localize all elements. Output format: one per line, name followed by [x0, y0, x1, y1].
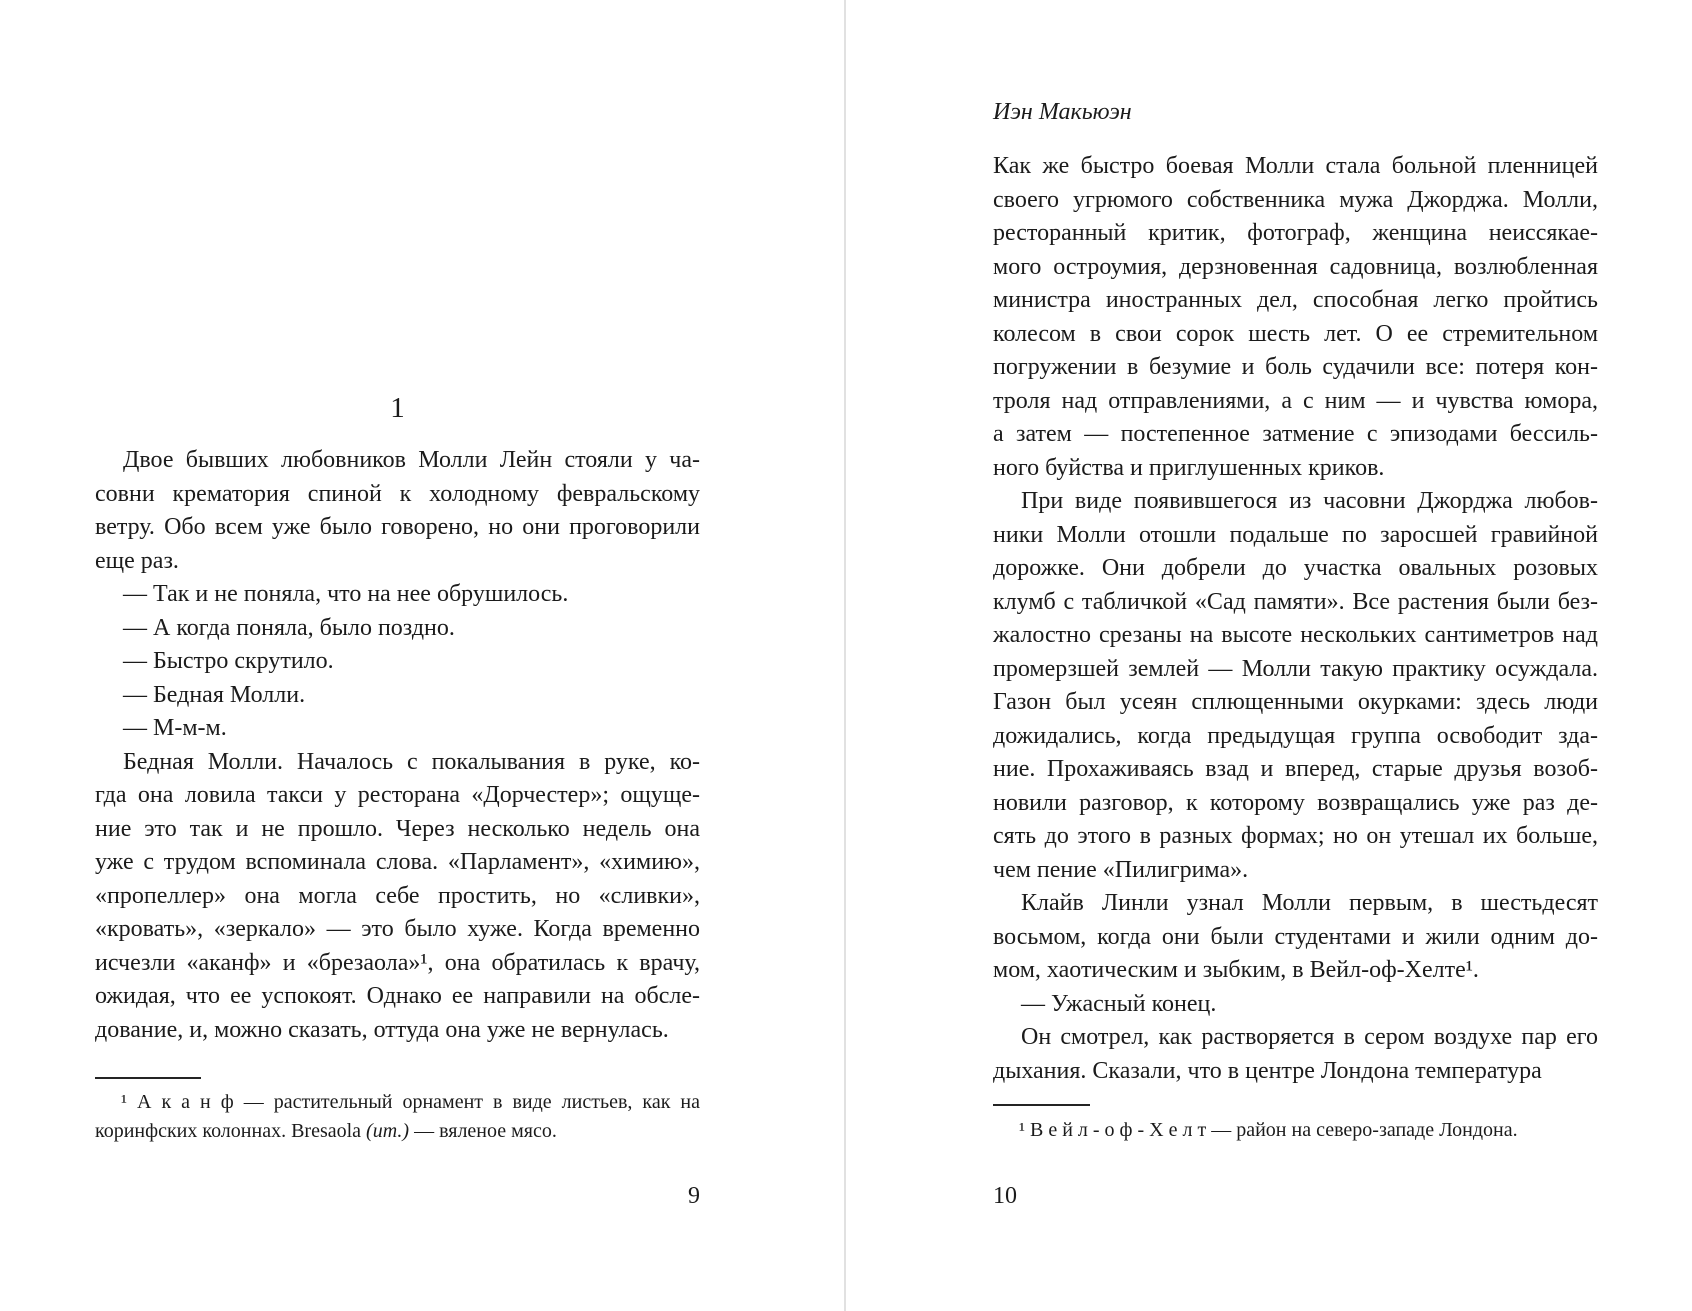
text-line: совни крематория спиной к холодному февральскому [95, 480, 700, 507]
text-line: Бедная Молли. Началось с покалывания в руке, ко- [123, 748, 700, 775]
page-left [95, 0, 700, 1311]
chapter-number: 1 [390, 392, 405, 424]
page-right [993, 0, 1598, 1311]
text-line: а затем — постепенное затмение с эпизодами бессиль- [993, 421, 1598, 447]
footnote-line: ¹ В е й л - о ф - Х е л т — район на северо-западе Лондона. [1019, 1119, 1518, 1141]
text-line: дыхания. Сказали, что в центре Лондона температура [993, 1057, 1542, 1084]
text-line: «кровать», «зеркало» — это было хуже. Когда временно [95, 916, 700, 942]
running-header-author: Иэн Макьюэн [993, 99, 1132, 125]
footnote-rule [95, 1077, 201, 1079]
text-line: Клайв Линли узнал Молли первым, в шестьдесят [1021, 890, 1598, 916]
text-line: — Так и не поняла, что на нее обрушилось. [123, 581, 569, 607]
footnote-rule [993, 1104, 1090, 1106]
text-line: погружении в безумие и боль судачили все: потеря кон- [993, 354, 1598, 380]
text-line: При виде появившегося из часовни Джорджа любов- [1021, 488, 1598, 514]
text-line: «пропеллер» она могла себе простить, но «сливки», [95, 882, 700, 909]
text-line: сять до этого в разных формах; но он утешал их больше, [993, 823, 1598, 849]
text-line: жалостно срезаны на высоте нескольких сантиметров над [993, 622, 1598, 648]
page-left-body-text [95, 444, 700, 1047]
text-line: гда она ловила такси у ресторана «Дорчестер»; ощуще- [95, 782, 700, 808]
page-right-body-text [993, 150, 1598, 1088]
text-line: ние это так и не прошло. Через несколько недель она [95, 815, 700, 842]
text-line: мого остроумия, дерзновенная садовница, возлюбленная [993, 253, 1598, 280]
text-line: — Бедная Молли. [123, 681, 306, 708]
text-line: ветру. Обо всем уже было говорено, но они проговорили [95, 514, 700, 540]
footnote-line [95, 1117, 700, 1146]
text-line: уже с трудом вспоминала слова. «Парламент», «химию», [95, 849, 700, 875]
footnote-text: коринфских колоннах. Bresaola [95, 1120, 367, 1142]
footnote-right [993, 1116, 1598, 1145]
text-line: исчезли «аканф» и «брезаола»¹, она обратилась к врачу, [95, 949, 700, 976]
text-line: дование, и, можно сказать, оттуда она уже не вернулась. [95, 1016, 669, 1043]
page-gutter-divider [844, 0, 846, 1311]
text-line: дорожке. Они добрели до участка овальных розовых [993, 555, 1598, 581]
text-line: Как же быстро боевая Молли стала больной пленницей [993, 153, 1598, 179]
text-line: своего угрюмого собственника мужа Джорджа. Молли, [993, 186, 1598, 213]
footnote-left [95, 1088, 700, 1146]
text-line: Двое бывших любовников Молли Лейн стояли у ча- [123, 447, 700, 473]
text-line: промерзшей землей — Молли такую практику осуждала. [993, 655, 1598, 682]
text-line: чем пение «Пилигрима». [993, 856, 1249, 883]
page-number-left: 9 [688, 1183, 700, 1209]
text-line: — М-м-м. [123, 715, 227, 741]
page-number-right: 10 [993, 1183, 1017, 1209]
text-line: ожидая, что ее успокоят. Однако ее направили на обсле- [95, 983, 700, 1009]
text-line: — Быстро скрутило. [123, 648, 334, 674]
text-line: ресторанный критик, фотограф, женщина неиссякае- [993, 220, 1598, 246]
text-line: ного буйства и приглушенных криков. [993, 454, 1385, 481]
text-line: — А когда поняла, было поздно. [123, 614, 455, 641]
text-line: ники Молли отошли подальше по заросшей гравийной [993, 521, 1598, 548]
text-line: еще раз. [95, 547, 179, 574]
text-line: министра иностранных дел, способная легко пройтись [993, 287, 1598, 313]
text-line: дожидались, когда предыдущая группа освободит зда- [993, 722, 1598, 749]
text-line: восьмом, когда они были студентами и жили одним до- [993, 923, 1598, 950]
text-line: — Ужасный конец. [1021, 990, 1217, 1017]
text-line: троля над отправлениями, а с ним — и чувства юмора, [993, 387, 1598, 414]
text-line: колесом в свои сорок шесть лет. О ее стремительном [993, 320, 1598, 347]
text-line: ние. Прохаживаясь взад и вперед, старые друзья возоб- [993, 756, 1598, 782]
footnote-italic-text: (ит.) [366, 1120, 410, 1142]
text-line: Он смотрел, как растворяется в сером воздухе пар его [1021, 1024, 1598, 1050]
text-line: клумб с табличкой «Сад памяти». Все растения были без- [993, 588, 1598, 615]
text-line: мом, хаотическим и зыбким, в Вейл-оф-Хелте¹. [993, 957, 1479, 983]
footnote-text: — вяленое мясо. [409, 1120, 557, 1142]
footnote-line: ¹ А к а н ф — растительный орнамент в виде листьев, как на [121, 1091, 700, 1113]
text-line: новили разговор, к которому возвращались уже раз де- [993, 789, 1598, 816]
text-line: Газон был усеян сплющенными окурками: здесь люди [993, 689, 1598, 715]
